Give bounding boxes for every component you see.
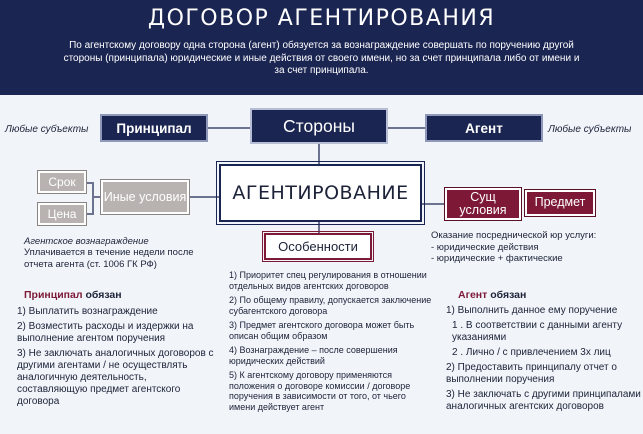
list-item: 2) Возместить расходы и издержки на выполнение агентом поручения (17, 321, 194, 344)
reward-body: Уплачивается в течение недели после отчета агента (ст. 1006 ГК РФ) (24, 247, 194, 270)
list-item: 5) К агентскому договору применяются положения о договоре комиссии / договоре поручения в зависимости от того, от чьего имени действует агент (229, 370, 411, 412)
list-item: 1) Выполнить данное ему поручение (446, 305, 618, 316)
list-item: 3) Не заключать аналогичных договоров с другими агентами / не осуществлять аналогичную деятельность, составляющую предмет агентского договора (17, 348, 214, 407)
principal-duties-name: Принципал (24, 289, 83, 301)
connector-storony-center (318, 144, 320, 164)
page-title: ДОГОВОР АГЕНТИРОВАНИЯ (147, 6, 496, 31)
price-box: Цена (38, 203, 86, 225)
reward-title: Агентское вознаграждение (24, 236, 149, 247)
connector-bracket-other (92, 196, 101, 198)
list-item: 2 . Лично / с привлечением 3х лиц (452, 347, 611, 358)
agent-box: Агент (425, 114, 543, 142)
list-item: 1) Выплатить вознаграждение (17, 306, 158, 317)
essential-conditions-box: Сущ условия (445, 188, 521, 220)
connector-center-features (318, 222, 320, 233)
list-item: 2) По общему правилу, допускается заключение субагентского договора (229, 295, 432, 316)
connector-other-bracket (92, 182, 94, 214)
connector-storony-agent (388, 127, 425, 129)
list-item: 3) Предмет агентского договора может быть описан общим образом (229, 320, 415, 341)
features-list (229, 270, 434, 416)
agent-duties-heading (458, 289, 526, 301)
service-line: - юридические действия (431, 241, 539, 253)
term-box: Срок (38, 171, 86, 193)
service-line: Оказание посреднической юр услуги: (431, 230, 597, 241)
parties-box: Стороны (250, 108, 388, 144)
connector-center-other (189, 196, 219, 198)
any-subjects-right: Любые субъекты (548, 124, 632, 135)
list-item: 2) Предоставить принципалу отчет о выполнении поручения (446, 362, 617, 385)
list-item: 3) Не заключать с другими принципалами аналогичных агентских договоров (446, 389, 641, 412)
features-box: Особенности (264, 233, 372, 260)
service-description (431, 230, 641, 265)
any-subjects-left: Любые субъекты (5, 124, 89, 135)
other-conditions-box: Иные условия (101, 180, 189, 214)
connector-principal-storony (208, 127, 250, 129)
definition-text: По агентскому договору одна сторона (агент) обязуется за вознаграждение совершать по поручению другой стороны (принципала) юридические и иные действия от своего имени, но за счет принципала либо от имени и за счет принципала. (63, 40, 580, 76)
connector-cena (86, 213, 94, 215)
principal-duties-suffix: обязан (82, 289, 122, 301)
principal-box: Принципал (100, 114, 208, 142)
principal-duties-list (17, 306, 217, 411)
agent-duties-name: Агент (458, 289, 488, 301)
list-item: 1) Приоритет спец регулирования в отношении отдельных видов агентских договоров (229, 270, 427, 291)
connector-center-essential (422, 203, 445, 205)
list-item: 4) Вознаграждение – после совершения юридических действий (229, 345, 398, 366)
list-item: 1 . В соответствии с данными агенту указаниями (452, 320, 623, 343)
subject-box: Предмет (525, 190, 595, 216)
service-line: - юридические + фактические (431, 253, 563, 264)
principal-duties-heading (24, 289, 122, 301)
agency-central-box: АГЕНТИРОВАНИЕ (219, 164, 422, 222)
agent-duties-suffix: обязан (487, 289, 527, 301)
connector-srok (86, 182, 94, 184)
agent-duties-list (446, 305, 641, 416)
